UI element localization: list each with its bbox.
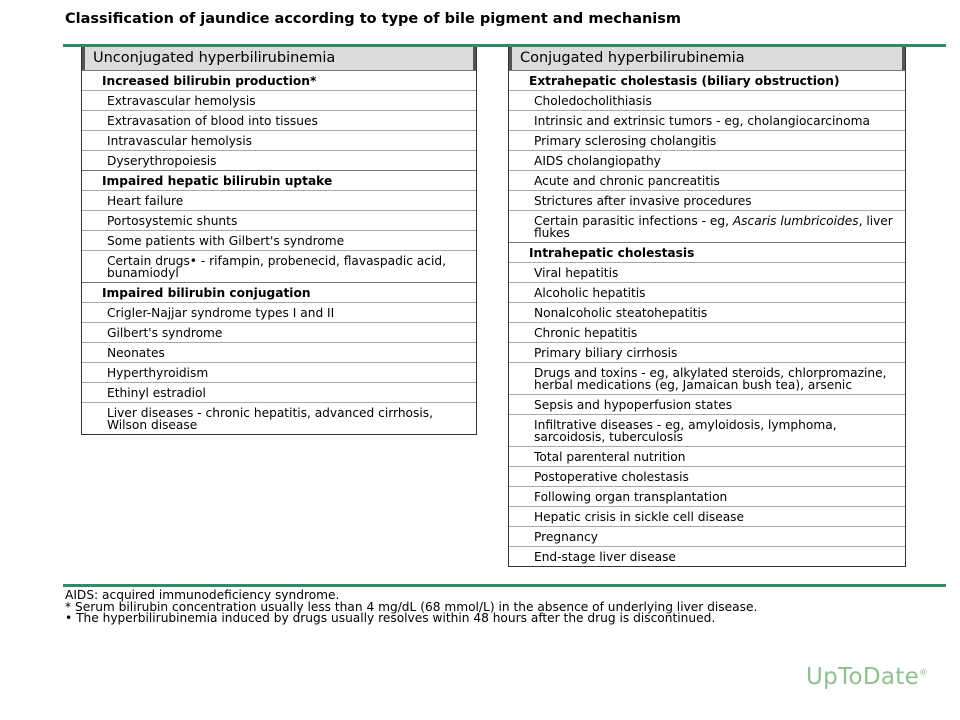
conjugated-table xyxy=(508,47,906,567)
row-text: Extrahepatic cholestasis (biliary obstruction) xyxy=(529,74,840,88)
row-text: Intrahepatic cholestasis xyxy=(529,246,695,260)
logo-text: UpToDate xyxy=(806,664,920,690)
table-row xyxy=(509,130,905,150)
row-text: Some patients with Gilbert's syndrome xyxy=(107,234,345,248)
table-row xyxy=(82,362,476,382)
row-text: Impaired bilirubin conjugation xyxy=(102,286,311,300)
uptodate-logo xyxy=(806,664,928,690)
table-row xyxy=(82,402,476,434)
page-title: Classification of jaundice according to type of bile pigment and mechanism xyxy=(65,11,682,27)
footnote-bullet: • The hyperbilirubinemia induced by drugs usually resolves within 48 hours after the drug is discontinued. xyxy=(65,611,716,625)
table-row xyxy=(509,486,905,506)
row-italic-text: Ascaris lumbricoides xyxy=(732,214,859,228)
table-row xyxy=(82,250,476,282)
unconjugated-table-body xyxy=(82,70,476,434)
table-row xyxy=(509,210,905,242)
table-row xyxy=(82,302,476,322)
table-row xyxy=(509,190,905,210)
row-text: End-stage liver disease xyxy=(534,550,676,564)
conjugated-table-header: Conjugated hyperbilirubinemia xyxy=(509,47,905,70)
row-text: Increased bilirubin production* xyxy=(102,74,317,88)
row-text: Intrinsic and extrinsic tumors - eg, cholangiocarcinoma xyxy=(534,114,870,128)
footnote-asterisk: * Serum bilirubin concentration usually less than 4 mg/dL (68 mmol/L) in the absence of underlying liver disease. xyxy=(65,599,758,614)
row-text: Extravascular hemolysis xyxy=(107,94,256,108)
table-row xyxy=(82,130,476,150)
row-text: Acute and chronic pancreatitis xyxy=(534,174,720,188)
row-text: Total parenteral nutrition xyxy=(534,450,686,464)
unconjugated-table xyxy=(81,47,477,435)
table-row xyxy=(509,302,905,322)
conjugated-table-body xyxy=(509,70,905,566)
table-row xyxy=(509,546,905,566)
row-text: Hyperthyroidism xyxy=(107,366,209,380)
row-text: Infiltrative diseases - eg, amyloidosis, lymphoma, sarcoidosis, tuberculosis xyxy=(534,418,837,444)
row-text: Portosystemic shunts xyxy=(107,214,238,228)
table-row xyxy=(509,506,905,526)
table-row xyxy=(82,110,476,130)
row-text: Alcoholic hepatitis xyxy=(534,286,646,300)
row-text: Gilbert's syndrome xyxy=(107,326,223,340)
row-text: Primary sclerosing cholangitis xyxy=(534,134,717,148)
row-text: Crigler-Najjar syndrome types I and II xyxy=(107,306,335,320)
table-row xyxy=(509,446,905,466)
table-row xyxy=(509,90,905,110)
row-text: Ethinyl estradiol xyxy=(107,386,206,400)
row-text: Postoperative cholestasis xyxy=(534,470,689,484)
row-text: Heart failure xyxy=(107,194,184,208)
table-row xyxy=(82,210,476,230)
table-row xyxy=(509,466,905,486)
row-text: Sepsis and hypoperfusion states xyxy=(534,398,733,412)
row-text: Intravascular hemolysis xyxy=(107,134,253,148)
row-text: Certain parasitic infections - eg, xyxy=(534,214,733,228)
category-heading xyxy=(509,70,905,90)
table-row xyxy=(509,322,905,342)
table-row xyxy=(509,414,905,446)
table-row xyxy=(82,342,476,362)
table-row xyxy=(509,342,905,362)
table-row xyxy=(82,190,476,210)
table-row xyxy=(82,382,476,402)
registered-mark: ® xyxy=(919,668,929,679)
table-row xyxy=(509,282,905,302)
footnotes xyxy=(65,590,935,625)
category-heading xyxy=(82,70,476,90)
row-text: Primary biliary cirrhosis xyxy=(534,346,678,360)
bottom-divider xyxy=(63,584,946,587)
table-row xyxy=(509,110,905,130)
row-text-tail: , liver flukes xyxy=(534,214,893,240)
table-row xyxy=(509,170,905,190)
unconjugated-table-header: Unconjugated hyperbilirubinemia xyxy=(82,47,476,70)
table-row xyxy=(82,150,476,170)
category-heading xyxy=(82,170,476,190)
row-text: Drugs and toxins - eg, alkylated steroids, chlorpromazine, herbal medications (eg, Jamaican bush tea), arsenic xyxy=(534,366,887,392)
row-text: Liver diseases - chronic hepatitis, advanced cirrhosis, Wilson disease xyxy=(107,406,433,432)
row-text: Strictures after invasive procedures xyxy=(534,194,752,208)
row-text: Certain drugs• - rifampin, probenecid, flavaspadic acid, bunamiodyl xyxy=(107,254,446,280)
table-row xyxy=(82,230,476,250)
row-text: Hepatic crisis in sickle cell disease xyxy=(534,510,745,524)
table-row xyxy=(509,394,905,414)
row-text: Choledocholithiasis xyxy=(534,94,652,108)
row-text: Viral hepatitis xyxy=(534,266,619,280)
table-row xyxy=(509,262,905,282)
table-row xyxy=(509,526,905,546)
row-text: Neonates xyxy=(107,346,165,360)
row-text: AIDS cholangiopathy xyxy=(534,154,661,168)
table-row xyxy=(82,90,476,110)
table-row xyxy=(509,362,905,394)
row-text: Following organ transplantation xyxy=(534,490,728,504)
row-text: Impaired hepatic bilirubin uptake xyxy=(102,174,333,188)
row-text: Extravasation of blood into tissues xyxy=(107,114,318,128)
table-row xyxy=(509,150,905,170)
row-text: Nonalcoholic steatohepatitis xyxy=(534,306,708,320)
row-text: Pregnancy xyxy=(534,530,598,544)
category-heading xyxy=(509,242,905,262)
table-row xyxy=(82,322,476,342)
row-text: Chronic hepatitis xyxy=(534,326,638,340)
row-text: Dyserythropoiesis xyxy=(107,154,217,168)
footnote-aids: AIDS: acquired immunodeficiency syndrome. xyxy=(65,588,340,602)
category-heading xyxy=(82,282,476,302)
